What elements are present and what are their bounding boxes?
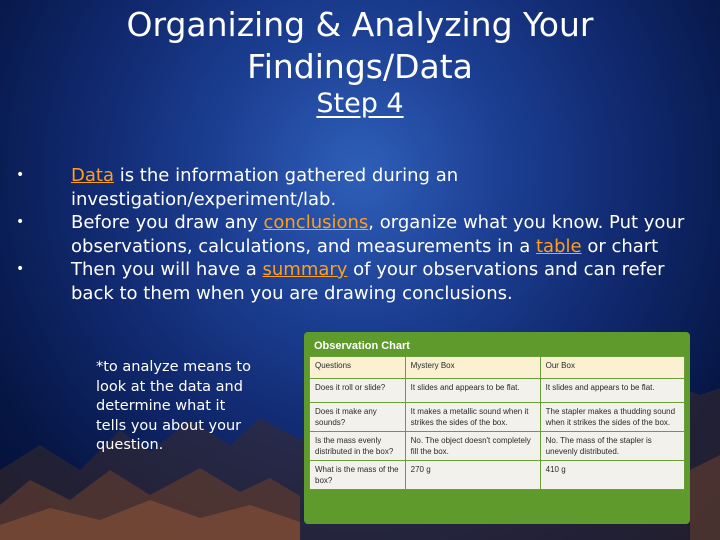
bullet-item: • Then you will have a summary of your observations and can refer back to them when you are drawing conclusions. [16,259,665,304]
slide-title [40,4,680,88]
keyword-data: Data [71,165,114,186]
table-cell: It slides and appears to be flat. [405,379,540,403]
table-cell: Does it roll or slide? [310,379,406,403]
table-cell: It makes a metallic sound when it strikes the sides of the box. [405,403,540,432]
observation-chart [304,332,690,524]
bullet-item: • Data is the information gathered during an investigation/experiment/lab. [16,165,459,210]
table-cell: The stapler makes a thudding sound when it strikes the sides of the box. [540,403,684,432]
title-line-2: Findings/Data [247,47,473,86]
table-row [310,461,685,490]
table-cell: 270 g [405,461,540,490]
table-cell: Is the mass evenly distributed in the box? [310,432,406,461]
observation-table [309,356,685,490]
table-row [310,432,685,461]
analyze-definition-note: *to analyze means to look at the data and determine what it tells you about your question. [96,359,251,453]
bullet-list [16,164,706,305]
table-header-row [310,357,685,379]
bullet-marker: • [16,261,25,277]
keyword-summary: summary [262,259,348,280]
table-cell: What is the mass of the box? [310,461,406,490]
table-cell: It slides and appears to be flat. [540,379,684,403]
table-row [310,403,685,432]
table-cell: No. The mass of the stapler is unevenly distributed. [540,432,684,461]
step-heading: Step 4 [316,88,404,119]
table-row [310,379,685,403]
column-header: Mystery Box [405,357,540,379]
chart-title: Observation Chart [314,340,410,352]
keyword-conclusions: conclusions [263,212,369,233]
table-cell: 410 g [540,461,684,490]
column-header: Questions [310,357,406,379]
keyword-table: table [536,235,582,257]
bullet-marker: • [16,214,25,230]
bullet-marker: • [16,167,25,183]
table-cell: No. The object doesn't completely fill the box. [405,432,540,461]
bullet-item: • Before you draw any conclusions, organize what you know. Put your observations, calculations, and measurements in a table or chart [16,212,685,257]
column-header: Our Box [540,357,684,379]
table-cell: Does it make any sounds? [310,403,406,432]
title-line-1: Organizing & Analyzing Your [126,5,594,44]
